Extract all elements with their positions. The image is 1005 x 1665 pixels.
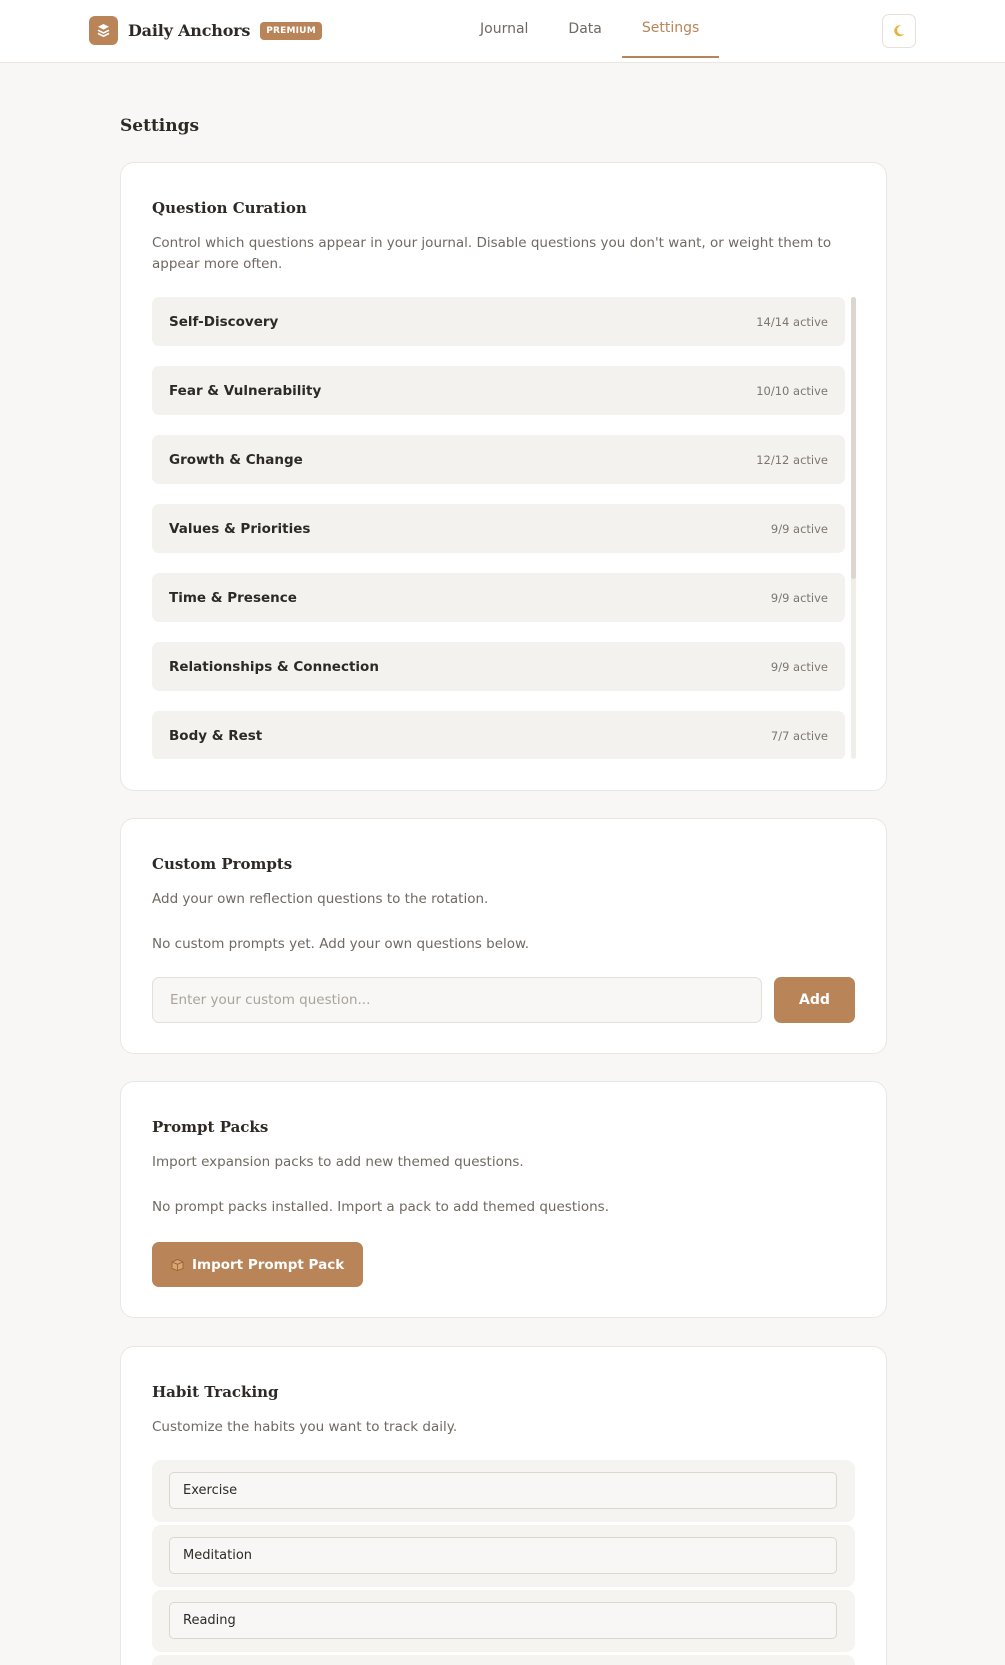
category-scrollbar[interactable] [851,297,856,759]
category-name: Self-Discovery [169,313,279,330]
app-name: Daily Anchors [128,21,251,40]
tab-data[interactable]: Data [568,21,602,37]
card-title: Habit Tracking [152,1383,279,1401]
tab-journal[interactable]: Journal [480,21,529,37]
tab-settings[interactable]: Settings [622,0,719,58]
habit-tracking-card [120,1346,887,1665]
category-name: Relationships & Connection [169,658,379,675]
habit-name-input[interactable] [169,1602,837,1639]
theme-toggle-button[interactable] [882,14,916,48]
card-title: Prompt Packs [152,1118,269,1136]
category-row-relationships-connection[interactable] [152,642,845,691]
category-name: Growth & Change [169,451,303,468]
habit-item [152,1460,855,1522]
question-curation-card [120,162,887,791]
top-bar [0,0,1005,63]
prompt-packs-card [120,1081,887,1318]
category-name: Body & Rest [169,727,263,744]
premium-badge: PREMIUM [260,22,322,40]
category-count: 9/9 active [770,521,828,536]
category-count: 12/12 active [756,452,828,467]
category-count: 7/7 active [770,728,828,743]
card-description: Import expansion packs to add new themed questions. [152,1154,524,1170]
category-count: 9/9 active [770,590,828,605]
category-name: Values & Priorities [169,520,311,537]
category-row-body-rest[interactable] [152,711,845,759]
category-name: Time & Presence [169,589,297,606]
habit-name-input[interactable] [169,1537,837,1574]
card-title: Custom Prompts [152,855,293,873]
package-icon [171,1259,184,1271]
custom-prompts-card [120,818,887,1054]
layers-icon [89,16,118,45]
import-button-label: Import Prompt Pack [192,1256,345,1273]
category-row-values-priorities[interactable] [152,504,845,553]
moon-icon [892,24,906,38]
category-row-self-discovery[interactable] [152,297,845,346]
empty-state-text: No custom prompts yet. Add your own questions below. [152,936,530,952]
category-list [152,297,853,759]
category-count: 9/9 active [770,659,828,674]
category-row-time-presence[interactable] [152,573,845,622]
category-name: Fear & Vulnerability [169,382,322,399]
page-title: Settings [120,116,200,136]
brand[interactable] [89,16,322,45]
main-nav [460,0,719,63]
add-prompt-button[interactable]: Add [774,977,855,1023]
habit-item [152,1590,855,1652]
import-prompt-pack-button[interactable] [152,1242,363,1287]
habit-item [152,1525,855,1587]
habit-name-input[interactable] [169,1472,837,1509]
scrollbar-thumb[interactable] [851,297,856,579]
category-count: 10/10 active [756,383,828,398]
category-count: 14/14 active [756,314,828,329]
category-row-fear-vulnerability[interactable] [152,366,845,415]
category-row-growth-change[interactable] [152,435,845,484]
custom-question-input[interactable] [152,977,762,1023]
card-description: Add your own reflection questions to the rotation. [152,891,489,907]
empty-state-text: No prompt packs installed. Import a pack to add themed questions. [152,1199,610,1215]
card-description: Control which questions appear in your journal. Disable questions you don't want, or weight them to appear more often. [152,235,832,272]
card-title: Question Curation [152,199,307,217]
card-description: Customize the habits you want to track daily. [152,1419,458,1435]
habit-item [152,1655,855,1665]
